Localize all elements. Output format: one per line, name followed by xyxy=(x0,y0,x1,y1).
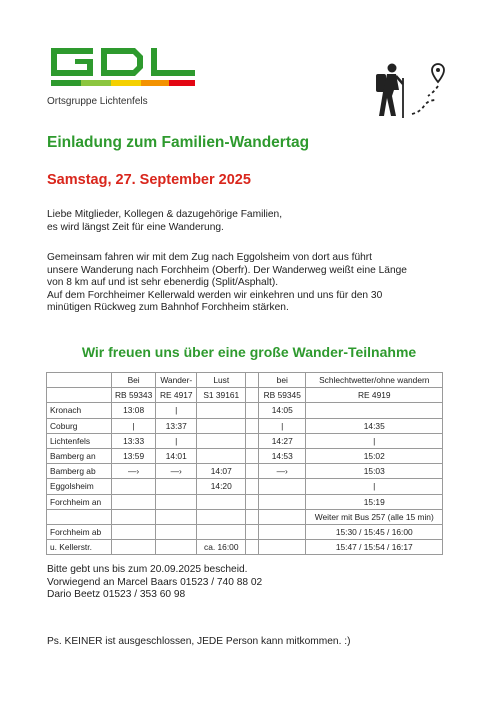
time-cell xyxy=(246,494,259,509)
intro-paragraph xyxy=(47,209,282,234)
time-cell: bei xyxy=(259,373,306,388)
time-cell: | xyxy=(156,403,197,418)
time-cell xyxy=(259,494,306,509)
time-cell xyxy=(112,494,156,509)
postscript: Ps. KEINER ist ausgeschlossen, JEDE Person kann mitkommen. :) xyxy=(47,636,351,647)
time-cell xyxy=(112,524,156,539)
time-cell xyxy=(246,448,259,463)
time-cell xyxy=(259,509,306,524)
time-cell: RE 4917 xyxy=(156,388,197,403)
time-cell xyxy=(246,509,259,524)
time-cell xyxy=(246,433,259,448)
time-cell xyxy=(259,479,306,494)
body-line: von 8 km auf und ist sehr ebenerdig (Split/Asphalt). xyxy=(47,277,279,288)
time-cell: 13:37 xyxy=(156,418,197,433)
body-line: Auf dem Forchheimer Kellerwald werden wir einkehren und uns für den 30 xyxy=(47,289,383,301)
time-cell xyxy=(259,540,306,555)
station-cell: Kronach xyxy=(47,403,112,418)
rsvp-line: Bitte gebt uns bis zum 20.09.2025 bescheid. xyxy=(47,564,248,575)
time-cell: 15:03 xyxy=(306,464,443,479)
time-cell: 15:19 xyxy=(306,494,443,509)
time-cell: Bei xyxy=(112,373,156,388)
intro-line: Liebe Mitglieder, Kollegen & dazugehörige Familien, xyxy=(47,209,283,220)
time-cell: 14:07 xyxy=(197,464,246,479)
time-cell: 14:35 xyxy=(306,418,443,433)
time-cell xyxy=(156,509,197,524)
time-cell: | xyxy=(306,479,443,494)
body-line: minütigen Rückweg zum Bahnhof Forchheim stärken. xyxy=(47,302,289,313)
table-row xyxy=(47,464,443,479)
time-cell: Lust xyxy=(197,373,246,388)
gdl-logo xyxy=(47,46,197,92)
intro-line: es wird längst Zeit für eine Wanderung. xyxy=(47,221,224,233)
time-cell xyxy=(246,388,259,403)
time-cell: 14:27 xyxy=(259,433,306,448)
contact-line: Dario Beetz 01523 / 353 60 98 xyxy=(47,589,186,600)
time-cell: Wander- xyxy=(156,373,197,388)
station-cell xyxy=(47,509,112,524)
table-row xyxy=(47,448,443,463)
time-cell xyxy=(197,403,246,418)
time-cell: 14:53 xyxy=(259,448,306,463)
table-row xyxy=(47,433,443,448)
body-line: Gemeinsam fahren wir mit dem Zug nach Eggolsheim von dort aus führt xyxy=(47,252,373,263)
time-cell xyxy=(197,418,246,433)
station-cell: u. Kellerstr. xyxy=(47,540,112,555)
hiker-with-route-pin-icon xyxy=(372,60,448,120)
time-cell xyxy=(246,479,259,494)
subtitle: Wir freuen uns über eine große Wander-Teilnahme xyxy=(81,344,417,360)
train-schedule-table xyxy=(46,372,443,555)
time-cell: 14:01 xyxy=(156,448,197,463)
time-cell xyxy=(112,509,156,524)
time-cell: | xyxy=(259,418,306,433)
table-row xyxy=(47,418,443,433)
time-cell xyxy=(197,433,246,448)
table-row xyxy=(47,509,443,524)
event-date: Samstag, 27. September 2025 xyxy=(47,172,251,188)
time-cell: RB 59345 xyxy=(259,388,306,403)
body-line: unsere Wanderung nach Forchheim (Oberfr). Der Wanderweg weißt eine Länge xyxy=(47,264,407,276)
station-cell: Lichtenfels xyxy=(47,433,112,448)
time-cell xyxy=(156,540,197,555)
time-cell: Schlechtwetter/ohne wandern xyxy=(306,373,443,388)
time-cell: RB 59343 xyxy=(112,388,156,403)
table-row xyxy=(47,403,443,418)
time-cell xyxy=(246,373,259,388)
time-cell xyxy=(259,524,306,539)
table-row xyxy=(47,540,443,555)
station-cell: Forchheim ab xyxy=(47,524,112,539)
time-cell: 15:30 / 15:45 / 16:00 xyxy=(306,524,443,539)
time-cell: 15:02 xyxy=(306,448,443,463)
time-cell: 14:20 xyxy=(197,479,246,494)
time-cell xyxy=(156,479,197,494)
station-cell: Bamberg ab xyxy=(47,464,112,479)
time-cell: Weiter mit Bus 257 (alle 15 min) xyxy=(306,509,443,524)
time-cell: 13:08 xyxy=(112,403,156,418)
time-cell xyxy=(246,540,259,555)
time-cell xyxy=(246,418,259,433)
time-cell xyxy=(156,494,197,509)
time-cell: —› xyxy=(112,464,156,479)
time-cell: 14:05 xyxy=(259,403,306,418)
time-cell: S1 39161 xyxy=(197,388,246,403)
station-cell: Forchheim an xyxy=(47,494,112,509)
time-cell: | xyxy=(112,418,156,433)
table-row xyxy=(47,494,443,509)
time-cell: —› xyxy=(156,464,197,479)
org-name: Ortsgruppe Lichtenfels xyxy=(47,96,148,107)
station-cell: Eggolsheim xyxy=(47,479,112,494)
page-title: Einladung zum Familien-Wandertag xyxy=(47,134,310,151)
time-cell: —› xyxy=(259,464,306,479)
time-cell: RE 4919 xyxy=(306,388,443,403)
time-cell xyxy=(197,448,246,463)
table-row xyxy=(47,479,443,494)
table-train-row xyxy=(47,388,443,403)
time-cell xyxy=(306,403,443,418)
description-paragraph xyxy=(47,252,467,315)
time-cell xyxy=(246,464,259,479)
time-cell xyxy=(246,403,259,418)
time-cell: 13:59 xyxy=(112,448,156,463)
time-cell xyxy=(197,509,246,524)
rsvp-paragraph xyxy=(47,564,262,602)
time-cell xyxy=(197,494,246,509)
station-cell: Bamberg an xyxy=(47,448,112,463)
time-cell: | xyxy=(156,433,197,448)
time-cell xyxy=(156,524,197,539)
station-cell: Coburg xyxy=(47,418,112,433)
time-cell xyxy=(112,479,156,494)
contact-line: Vorwiegend an Marcel Baars 01523 / 740 88 02 xyxy=(47,576,263,588)
time-cell: | xyxy=(306,433,443,448)
time-cell xyxy=(246,524,259,539)
station-cell xyxy=(47,373,112,388)
time-cell: 15:47 / 15:54 / 16:17 xyxy=(306,540,443,555)
time-cell: ca. 16:00 xyxy=(197,540,246,555)
station-cell xyxy=(47,388,112,403)
table-row xyxy=(47,524,443,539)
table-header-row xyxy=(47,373,443,388)
time-cell xyxy=(197,524,246,539)
time-cell: 13:33 xyxy=(112,433,156,448)
time-cell xyxy=(112,540,156,555)
